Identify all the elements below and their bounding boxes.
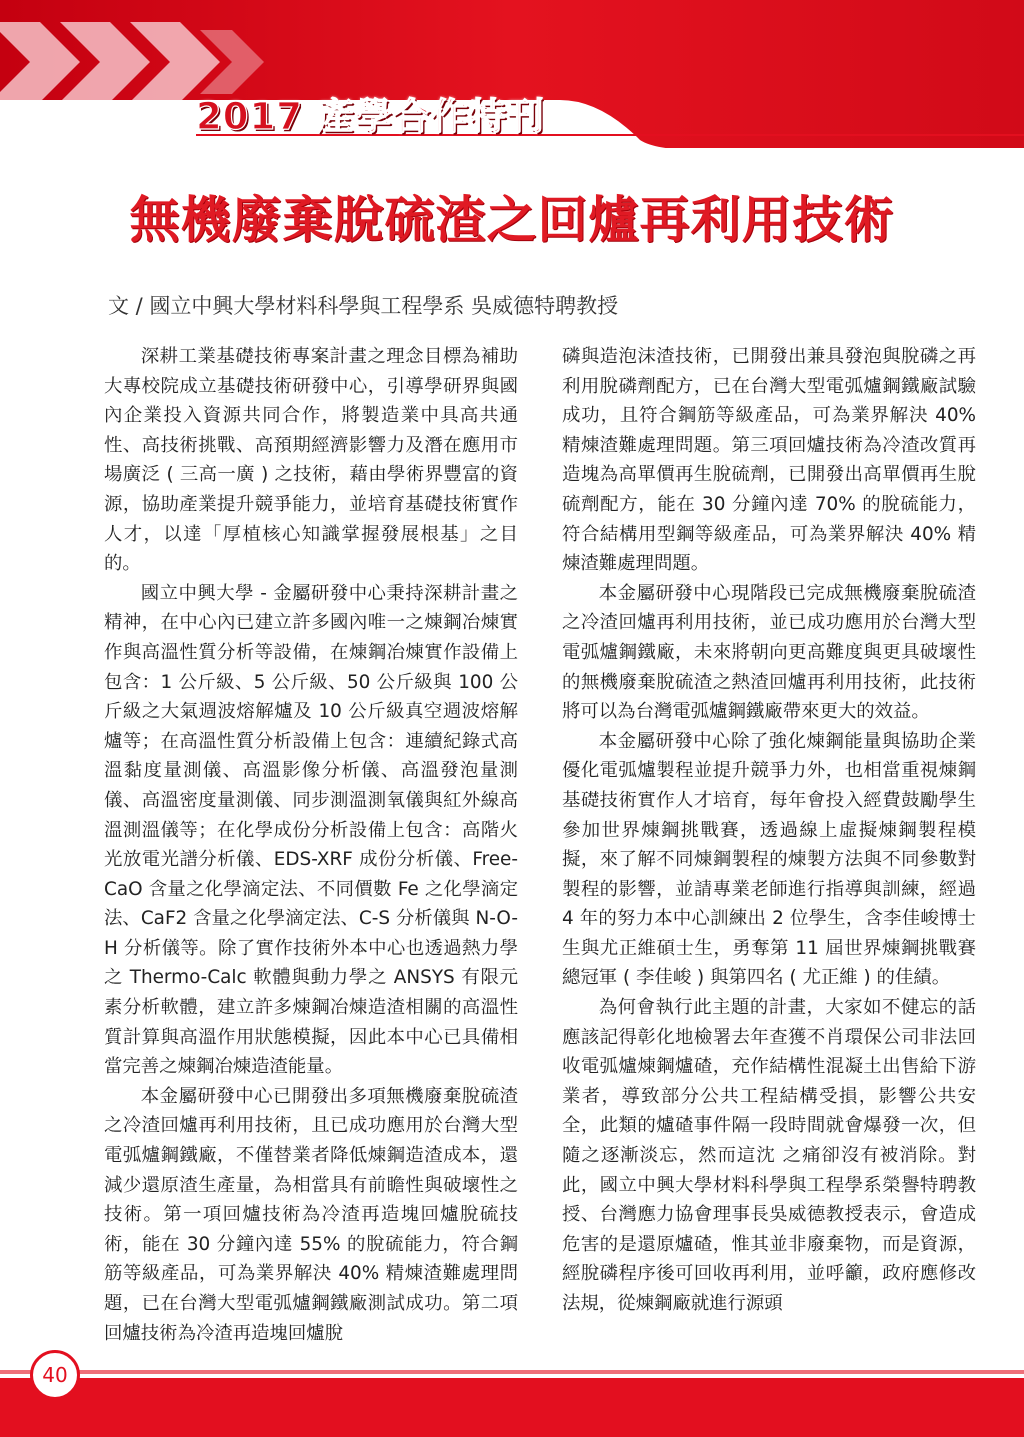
paragraph: 國立中興大學 - 金屬研發中心秉持深耕計畫之精神，在中心內已建立許多國內唯一之煉鋼冶煉實作與高溫性質分析等設備，在煉鋼冶煉實作設備上包含：1 公斤級、5 公斤級、50 公斤級與 100 公斤級之大氣週波熔解爐及 10 公斤級真空週波熔解爐等；在高溫性質分析設備上包含：連續紀錄式高溫黏度量測儀、高溫影像分析儀、高溫發泡量測儀、高溫密度量測儀、同步測溫測氧儀與紅外線高溫測溫儀等；在化學成份分析設備上包含：高階火光放電光譜分析儀、EDS-XRF 成份分析儀、Free-CaO 含量之化學滴定法、不同價數 Fe 之化學滴定法、CaF2 含量之化學滴定法、C-S 分析儀與 N-O-H 分析儀等。除了實作技術外本中心也透過熱力學之 Thermo-Calc 軟體與動力學之 ANSYS 有限元素分析軟體，建立許多煉鋼冶煉造渣相關的高溫性質計算與高溫作用狀態模擬，因此本中心已具備相當完善之煉鋼冶煉造渣能量。	[104, 582, 518, 1078]
footer-stripe-graphic	[0, 1340, 1024, 1437]
paragraph: 本金屬研發中心除了強化煉鋼能量與協助企業優化電弧爐製程並提升競爭力外，也相當重視煉鋼基礎技術實作人才培育，每年會投入經費鼓勵學生參加世界煉鋼挑戰賽，透過線上虛擬煉鋼製程模擬，來了解不同煉鋼製程的煉製方法與不同參數對製程的影響，並請專業老師進行指導與訓練，經過 4 年的努力本中心訓練出 2 位學生，含李佳峻博士生與尤正維碩士生，勇奪第 11 屆世界煉鋼挑戰賽總冠軍 ( 李佳峻 ) 與第四名 ( 尤正維 ) 的佳績。	[562, 730, 976, 989]
footer-banner	[0, 1340, 1024, 1437]
page-number: 40	[30, 1350, 80, 1400]
header-arrow-graphic	[0, 0, 1024, 170]
paragraph: 深耕工業基礎技術專案計畫之理念目標為補助大專校院成立基礎技術研發中心，引導學研界與國內企業投入資源共同合作，將製造業中具高共通性、高技術挑戰、高預期經濟影響力及潛在應用市場廣泛 ( 三高一廣 ) 之技術，藉由學術界豐富的資源，協助產業提升競爭能力，並培育基礎技術實作人才，以達「厚植核心知識掌握發展根基」之目的。	[104, 346, 518, 575]
header-banner	[0, 0, 1024, 170]
special-issue-title: 2017 產學合作特刊	[196, 95, 545, 138]
article-byline: 文 / 國立中興大學材料科學與工程學系 吳威德特聘教授	[108, 294, 619, 318]
paragraph: 為何會執行此主題的計畫，大家如不健忘的話應該記得彰化地檢署去年查獲不肖環保公司非法回收電弧爐煉鋼爐碴，充作結構性混凝土出售給下游業者，導致部分公共工程結構受損，影響公共安全，此類的爐碴事件隔一段時間就會爆發一次，但隨之逐漸淡忘，然而這沈 之痛卻沒有被消除。對此，國立中興大學材料科學與工程學系榮譽特聘教授、台灣應力協會理事長吳威德教授表示，會造成危害的是還原爐碴，惟其並非廢棄物，而是資源，經脫磷程序後可回收再利用，並呼籲，政府應修改法規，從煉鋼廠就進行源頭	[562, 997, 976, 1314]
article-title: 無機廢棄脫硫渣之回爐再利用技術	[129, 191, 895, 249]
article-column-left	[104, 342, 518, 1348]
article-column-right	[562, 342, 976, 1319]
paragraph: 本金屬研發中心已開發出多項無機廢棄脫硫渣之冷渣回爐再利用技術，且已成功應用於台灣大型電弧爐鋼鐵廠，不僅替業者降低煉鋼造渣成本，還減少還原渣生產量，為相當具有前瞻性與破壞性之技術。第一項回爐技術為冷渣再造塊回爐脫硫技術，能在 30 分鐘內達 55% 的脫硫能力，符合鋼筋等級產品，可為業界解決 40% 精煉渣難處理問題，已在台灣大型電弧爐鋼鐵廠測試成功。第二項回爐技術為冷渣再造塊回爐脫	[104, 1085, 518, 1344]
paragraph: 磷與造泡沫渣技術，已開發出兼具發泡與脫磷之再利用脫磷劑配方，已在台灣大型電弧爐鋼鐵廠試驗成功，且符合鋼筋等級產品，可為業界解決 40% 精煉渣難處理問題。第三項回爐技術為冷渣改質再造塊為高單價再生脫硫劑，已開發出高單價再生脫硫劑配方，能在 30 分鐘內達 70% 的脫硫能力，符合結構用型鋼等級產品，可為業界解決 40% 精煉渣難處理問題。	[562, 346, 976, 575]
paragraph: 本金屬研發中心現階段已完成無機廢棄脫硫渣之冷渣回爐再利用技術，並已成功應用於台灣大型電弧爐鋼鐵廠，未來將朝向更高難度與更具破壞性的無機廢棄脫硫渣之熱渣回爐再利用技術，此技術將可以為台灣電弧爐鋼鐵廠帶來更大的效益。	[562, 582, 976, 723]
